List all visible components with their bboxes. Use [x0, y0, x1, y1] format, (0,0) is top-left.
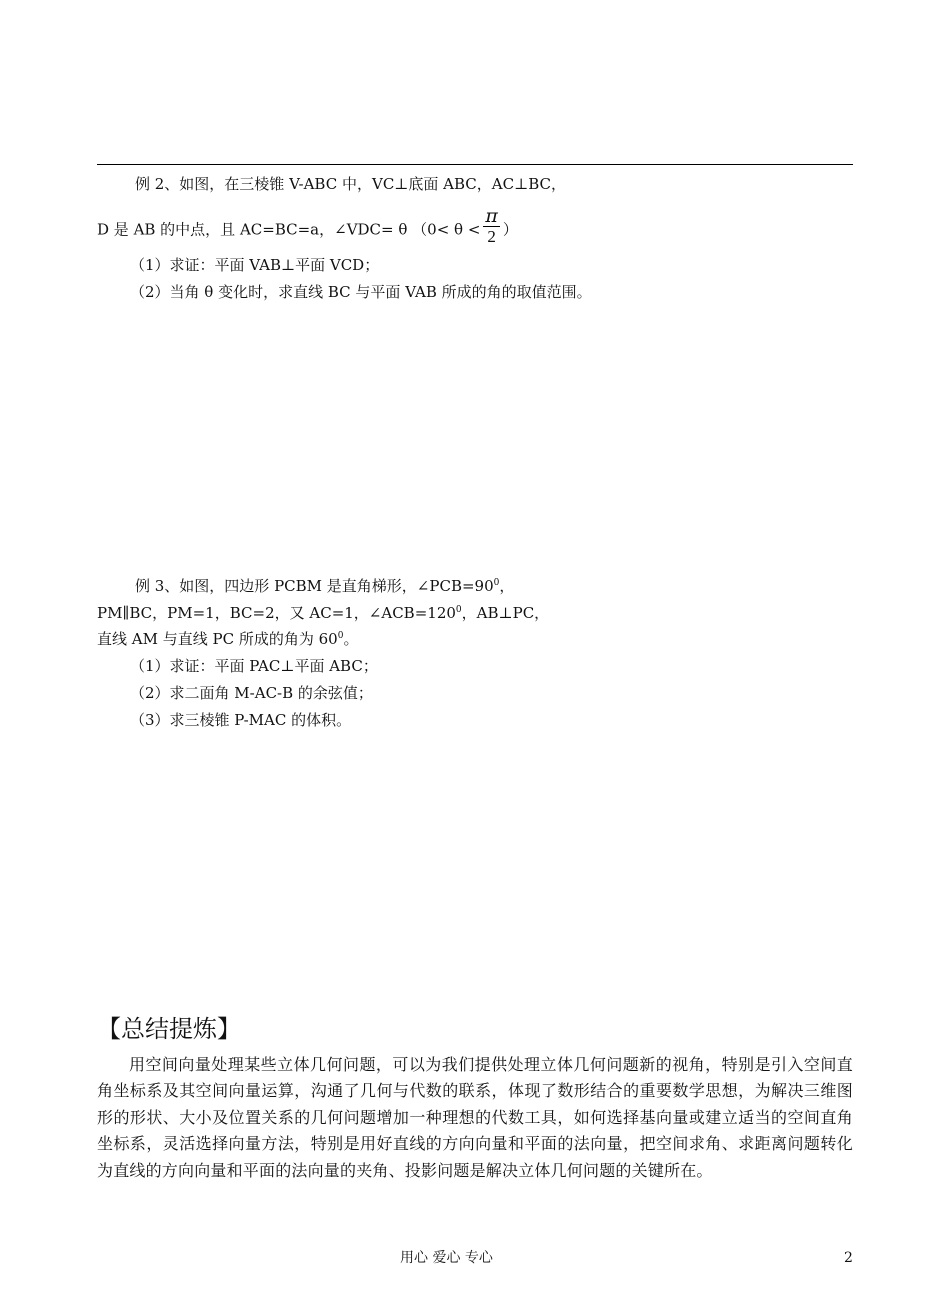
fraction-numerator: π — [485, 205, 498, 227]
example3-line2 — [97, 603, 549, 623]
example3-line3-text: 直线 AM 与直线 PC 所成的角为 60 — [97, 630, 338, 648]
example3-question3: （3）求三棱锥 P-MAC 的体积。 — [130, 711, 352, 729]
example2-line2-close: ） — [502, 220, 518, 239]
degree-superscript: 0 — [493, 578, 500, 588]
header-rule — [97, 164, 853, 165]
example3-line3-end: 。 — [343, 630, 359, 648]
summary-heading: 【总结提炼】 — [97, 1015, 241, 1043]
example3-line2-text: PM∥BC，PM=1，BC=2，又 AC=1，∠ACB=120 — [97, 604, 456, 622]
degree-superscript: 0 — [337, 631, 344, 641]
page-number: 2 — [844, 1250, 853, 1266]
example2-question1: （1）求证：平面 VAB⊥平面 VCD； — [130, 256, 380, 274]
example3-line1-end: ， — [499, 577, 515, 595]
example3-line2-end: ，AB⊥PC， — [461, 604, 550, 622]
example3-line1 — [135, 576, 514, 596]
example3-question2: （2）求二面角 M-AC-B 的余弦值； — [130, 684, 373, 702]
pi-over-two-fraction — [483, 206, 500, 247]
example2-question2: （2）当角 θ 变化时，求直线 BC 与平面 VAB 所成的角的取值范围。 — [130, 283, 592, 301]
example3-line3 — [97, 629, 358, 649]
summary-paragraph: 用空间向量处理某些立体几何问题，可以为我们提供处理立体几何问题新的视角，特别是引入空间直角坐标系及其空间向量运算，沟通了几何与代数的联系，体现了数形结合的重要数学思想，为解决三维图形的形状、大小及位置关系的几何问题增加一种理想的代数工具，如何选择基向量或建立适当的空间直角坐标系，灵活选择向量方法，特别是用好直线的方向向量和平面的法向量，把空间求角、求距离问题转化为直线的方向向量和平面的法向量的夹角、投影问题是解决立体几何问题的关键所在。 — [97, 1055, 853, 1180]
fraction-denominator: 2 — [487, 227, 496, 246]
example2-line2 — [97, 205, 518, 251]
degree-superscript: 0 — [455, 605, 462, 615]
example2-line2-text: D 是 AB 的中点，且 AC=BC=a，∠VDC= θ （0< θ < — [97, 220, 481, 239]
example3-line1-text: 例 3、如图，四边形 PCBM 是直角梯形，∠PCB=90 — [135, 577, 494, 595]
example3-question1: （1）求证：平面 PAC⊥平面 ABC； — [130, 657, 378, 675]
footer-motto: 用心 爱心 专心 — [400, 1250, 493, 1266]
example2-line1: 例 2、如图，在三棱锥 V-ABC 中，VC⊥底面 ABC，AC⊥BC， — [135, 175, 566, 193]
